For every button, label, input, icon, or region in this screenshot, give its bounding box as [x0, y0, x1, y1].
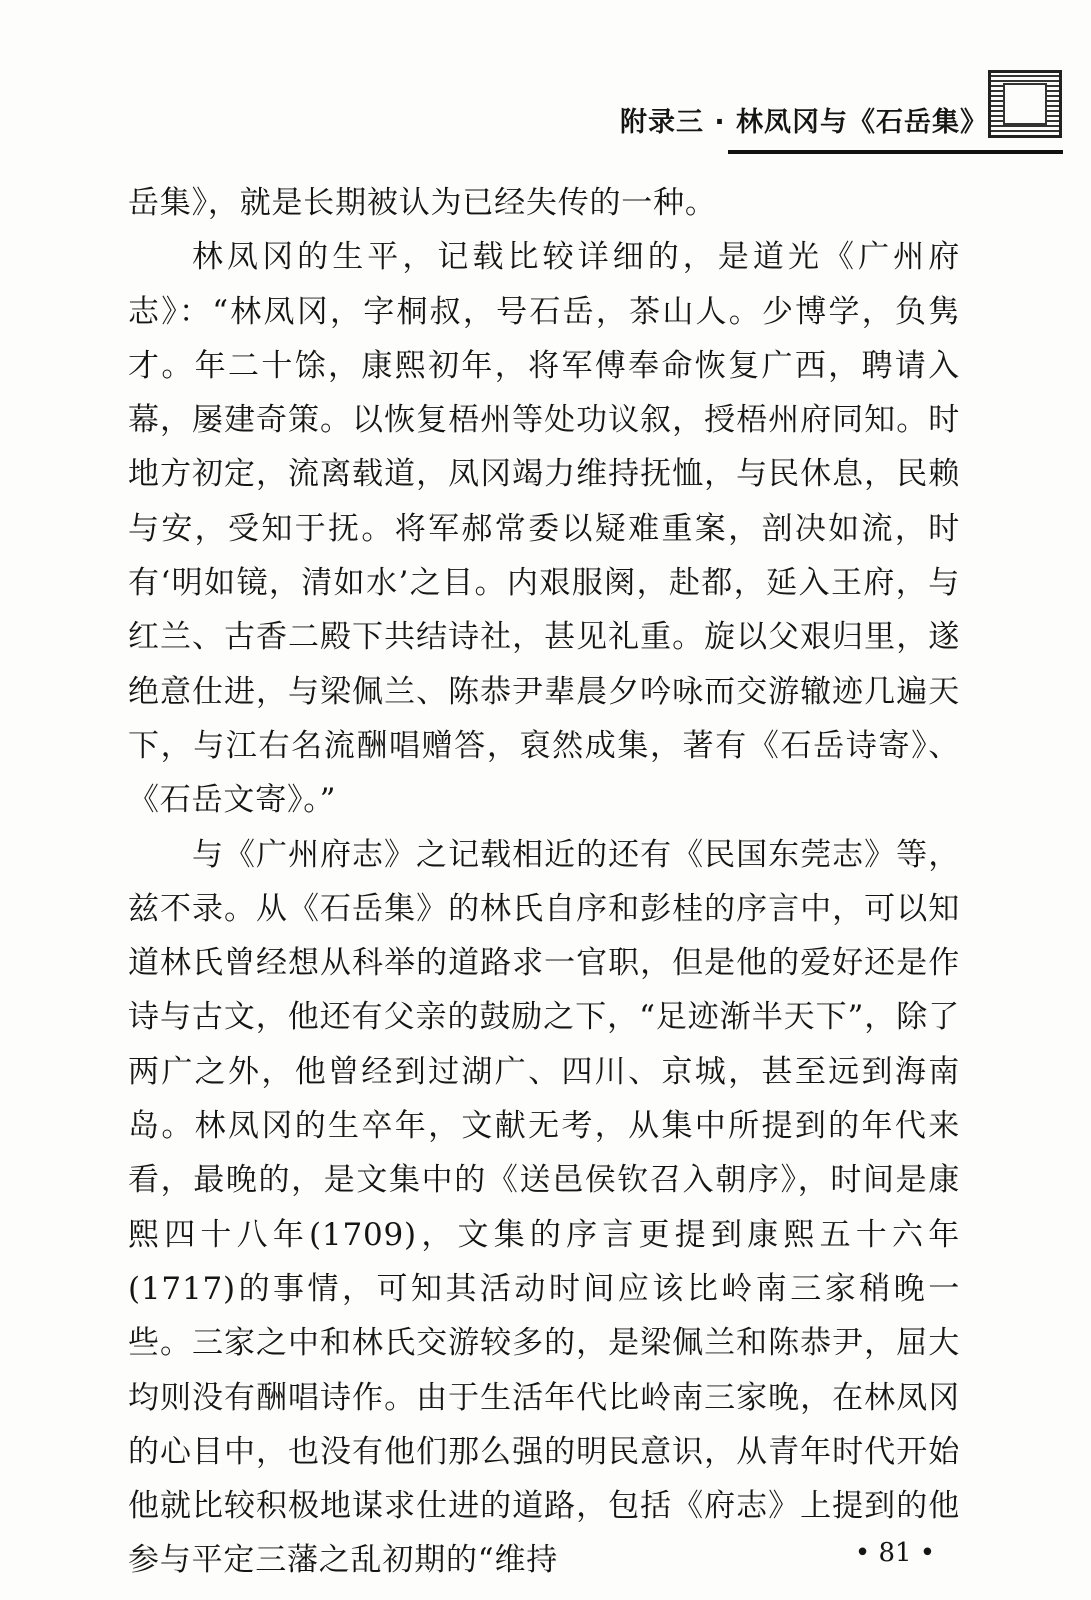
body-text — [128, 176, 960, 1588]
running-header: 附录三 · 林凤冈与《石岳集》 — [620, 107, 989, 138]
page-number: • 81 • — [854, 1538, 936, 1568]
paragraph-biography: 林凤冈的生平，记载比较详细的，是道光《广州府志》：“林凤冈，字桐叔，号石岳，茶山人。少博学，负隽才。年二十馀，康熙初年，将军傅奉命恢复广西，聘请入幕，屡建奇策。以恢复梧州等处功议叙，授梧州府同知。时地方初定，流离载道，凤冈竭力维持抚恤，与民休息，民赖与安，受知于抚。将军郝常委以疑难重案，剖决如流，时有‘明如镜，清如水’之目。内艰服阕，赴都，延入王府，与红兰、古香二殿下共结诗社，甚见礼重。旋以父艰归里，遂绝意仕进，与梁佩兰、陈恭尹辈晨夕吟咏而交游辙迹几遍天下，与江右名流酬唱赠答，裒然成集，著有《石岳诗寄》、《石岳文寄》。” — [128, 239, 960, 819]
paragraph-discussion: 与《广州府志》之记载相近的还有《民国东莞志》等，兹不录。从《石岳集》的林氏自序和彭桂的序言中，可以知道林氏曾经想从科举的道路求一官职，但是他的爱好还是作诗与古文，他还有父亲的鼓励之下，“足迹渐半天下”，除了两广之外，他曾经到过湖广、四川、京城，甚至远到海南岛。林凤冈的生卒年，文献无考，从集中所提到的年代来看，最晚的，是文集中的《送邑侯钦召入朝序》，时间是康熙四十八年(1709)，文集的序言更提到康熙五十六年(1717)的事情，可知其活动时间应该比岭南三家稍晚一些。三家之中和林氏交游较多的，是梁佩兰和陈恭尹，屈大均则没有酬唱诗作。由于生活年代比岭南三家晚，在林凤冈的心目中，也没有他们那么强的明民意识，从青年时代开始他就比较积极地谋求仕进的道路，包括《府志》上提到的他参与平定三藩之乱初期的“维持 — [128, 836, 960, 1579]
seal-stamp-icon — [988, 70, 1062, 138]
header-rule — [728, 150, 1063, 154]
paragraph-continuation: 岳集》，就是长期被认为已经失传的一种。 — [128, 185, 717, 221]
